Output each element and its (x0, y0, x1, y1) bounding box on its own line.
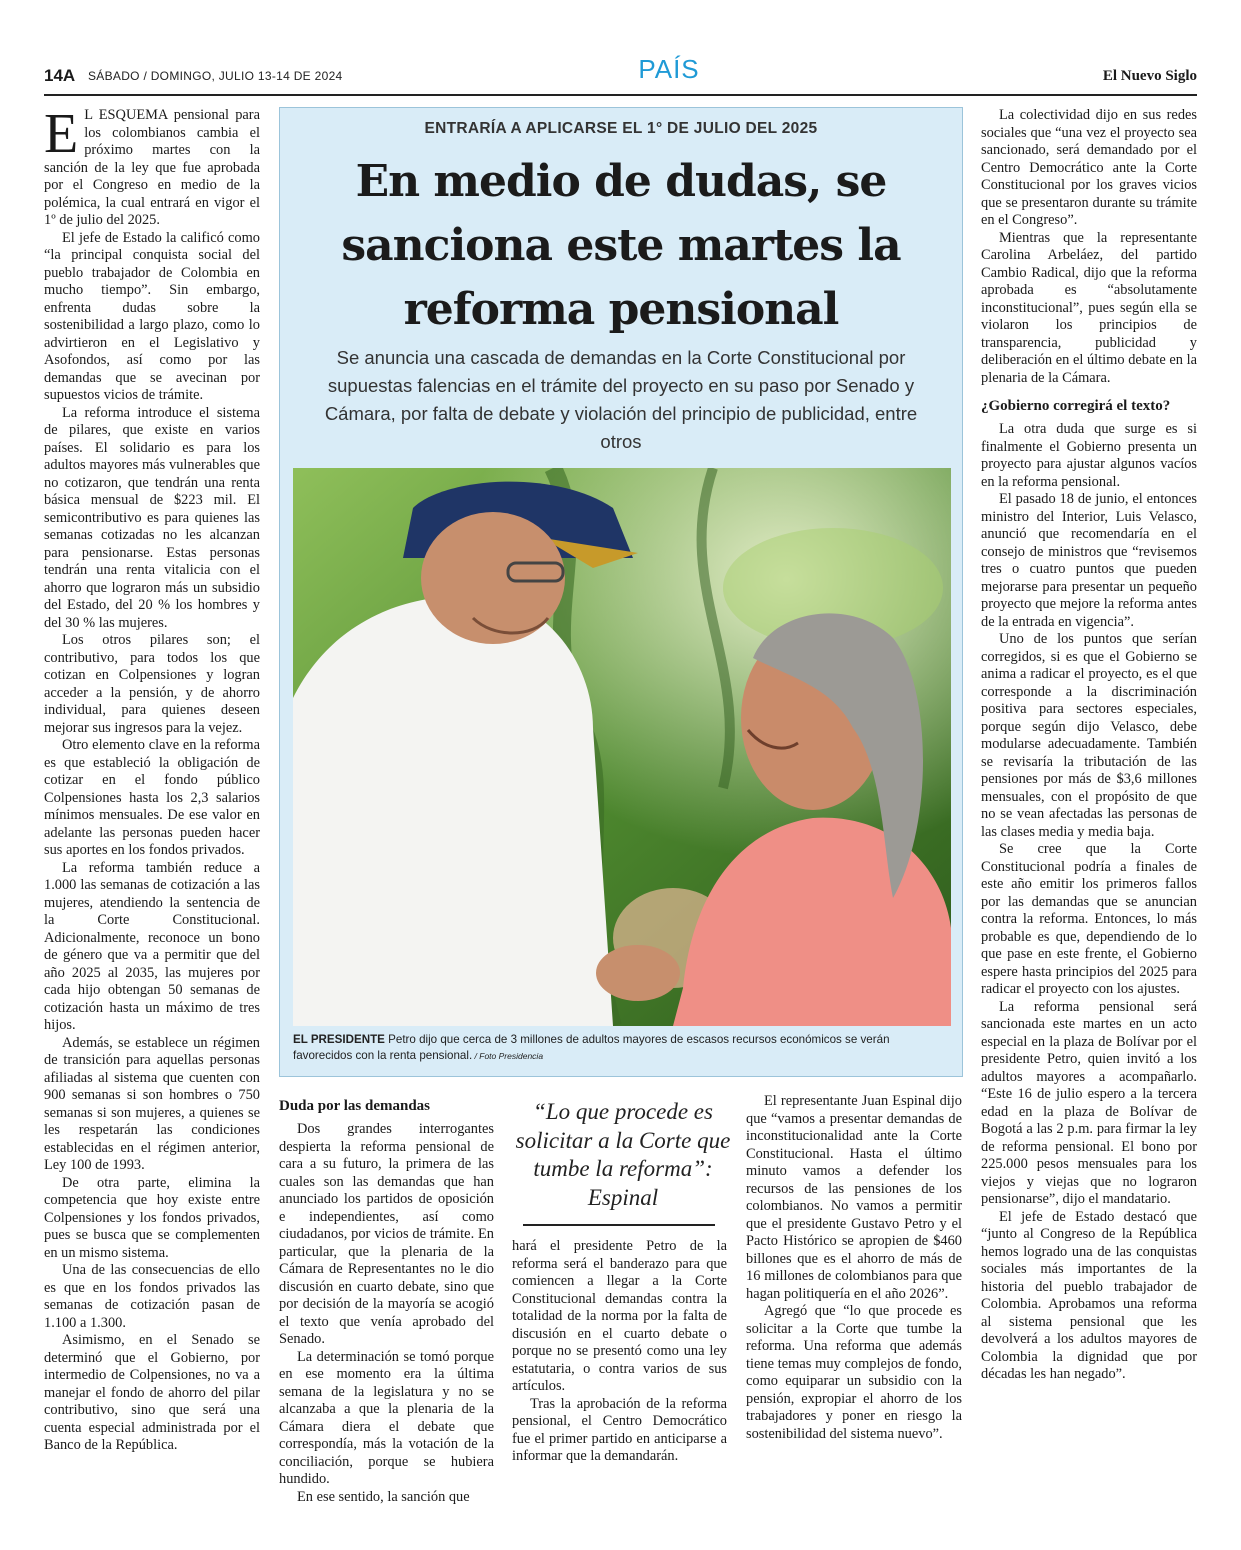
paragraph: De otra parte, elimina la competencia que hoy existe entre Colpensiones y los fondos privados, pues se busca que se complementen en un mismo sistema. (44, 1174, 260, 1261)
article-column-5 (981, 107, 1197, 1384)
paragraph: Mientras que la representante Carolina Arbeláez, del partido Cambio Radical, dijo que la reforma aprobada es “absolutamente inconstitucional”, pues según ella se violaron los principios de transparencia, publicidad y deliberación en el último debate en la plenaria de la Cámara. (981, 229, 1197, 386)
masthead-logo: El Nuevo Siglo (1102, 68, 1197, 84)
paragraph: El jefe de Estado destacó que “junto al Congreso de la República hemos logrado una de las conquistas sociales más importantes de la historia del pueblo trabajador de Colombia. Aprobamos una reforma al sistema pensional que les devolverá a los adultos mayores de Colombia la dignidad que por décadas les han negado”. (981, 1208, 1197, 1382)
page-number: 14A (44, 66, 76, 85)
photo-illustration (293, 468, 951, 1026)
paragraph: Además, se establece un régimen de transición para aquellas personas afiliadas al sistema que cuenten con 900 semanas si son hombres o 750 semanas si son mujeres, a quienes se les respetarán las condiciones establecidas en el régimen anterior, Ley 100 de 1993. (44, 1034, 260, 1173)
article-column-3 (512, 1238, 727, 1466)
paragraph: Una de las consecuencias de ello es que en los fondos privados las semanas de cotización pasan de 1.100 a 1.300. (44, 1262, 260, 1331)
feature-panel (279, 107, 963, 1077)
paragraph: El pasado 18 de junio, el entonces ministro del Interior, Luis Velasco, anunció que recomendaría en el consejo de ministros que “revisemos tres o cuatro puntos que pueden mejorarse para presentar un pequeño proyecto que mejore la reforma antes de la entrada en vigencia”. (981, 491, 1197, 630)
article-column-4 (746, 1093, 962, 1443)
headline: En medio de dudas, se sanciona este martes la reforma pensional (341, 156, 901, 335)
photo-caption: EL PRESIDENTE Petro dijo que cerca de 3 millones de adultos mayores de escasos recursos económicos se verán favorecidos con la renta pensional. / Foto Presidencia (293, 1033, 890, 1062)
page-header (44, 54, 1197, 96)
paragraph: El representante Juan Espinal dijo que “vamos a presentar demandas de inconstitucionalidad ante la Corte Constitucional. Hasta el último minuto vamos a defender los recursos de las pensiones de los colombianos. No vamos a permitir que el presidente Gustavo Petro y el Pacto Histórico se apropien de $460 billones que es el ahorro de más de 16 millones de colombianos para que hagan politiquería en el año 2026”. (746, 1093, 962, 1302)
lead-paragraph: E L ESQUEMA pensional para los colombianos cambia el próximo martes con la sanción de la ley que fue aprobada por el Congreso en medio de la polémica, la cual entrará en vigor el 1º de julio del 2025. (44, 103, 260, 228)
article-column-1 (44, 103, 260, 1455)
paragraph: Uno de los puntos que serían corregidos, si es que el Gobierno se anima a radicar el proyecto, es el que corresponde a la discriminación positiva para sectores especiales, porque según dijo Velasco, debe modularse adecuadamente. También se revisaría la tributación de las pensiones por más de $3,6 millones mensuales, con el propósito de que no se vean afectadas las personas de las clases media y media baja. (981, 631, 1197, 840)
quote-divider (523, 1224, 715, 1226)
pull-quote: “Lo que procede es solicitar a la Corte que tumbe la reforma”: Espinal (515, 1099, 731, 1210)
subhead-duda: Duda por las demandas (279, 1098, 431, 1114)
paragraph: Dos grandes interrogantes despierta la reforma pensional de cara a su futuro, la primera de las cuales son las demandas que han anunciado los partidos de oposición e independientes, así como ciudadanos, por vicios de trámite. En particular, que la plenaria de la Cámara de Representantes no le dio discusión en cuarto debate, sino que por decisión de la mayoría se acogió el texto que venía aprobado del Senado. (279, 1121, 494, 1347)
deck-subtitle: Se anuncia una cascada de demandas en la Corte Constitucional por supuestas falencias en el trámite del proyecto en su paso por Senado y Cámara, por falta de debate y violación del principio de publicidad, entre otros (324, 347, 918, 452)
issue-date: SÁBADO / DOMINGO, JULIO 13-14 DE 2024 (88, 69, 343, 83)
paragraph: La colectividad dijo en sus redes sociales que “una vez el proyecto sea sancionado, será demandado por el Centro Democrático ante la Corte Constitucional por los graves vicios que se presentaron durante su trámite en el Congreso”. (981, 107, 1197, 228)
paragraph: Tras la aprobación de la reforma pensional, el Centro Democrático fue el primer partido en anticiparse a informar que la demandarán. (512, 1395, 727, 1464)
lead-photo (293, 468, 951, 1026)
section-title: PAÍS (638, 54, 700, 84)
subhead-gobierno: ¿Gobierno corregirá el texto? (981, 398, 1171, 414)
paragraph: El jefe de Estado la calificó como “la principal conquista social del pueblo trabajador de Colombia en mucho tiempo”. Sin embargo, enfrenta dudas sobre la sostenibilidad a largo plazo, como lo advirtieron en el Legislativo y Asofondos, así como por las demandas que se avecinan por supuestos vicios de trámite. (44, 229, 260, 403)
paragraph: Agregó que “lo que procede es solicitar a la Corte que tumbe la reforma. Una reforma que además tiene temas muy complejos de fondo, como equiparar un subsidio con la pensión, expropiar el ahorro de los trabajadores y poner en riesgo la sostenibilidad del sistema nuevo”. (746, 1303, 962, 1442)
drop-cap: E (44, 103, 79, 165)
paragraph: Los otros pilares son; el contributivo, para todos los que cotizan en Colpensiones y logran acceder a la pensión, y de ahorro individual, para quienes deseen mejorar sus ingresos para la vejez. (44, 632, 260, 736)
paragraph: La reforma también reduce a 1.000 las semanas de cotización a las mujeres, atendiendo la sentencia de la Corte Constitucional. Adicionalmente, reconoce un bono de género que va a permitir que del año 2025 al 2035, las mujeres por cada hijo obtengan 50 semanas de cotización hasta un máximo de tres hijos. (44, 859, 260, 1033)
photo-credit: / Foto Presidencia (472, 1051, 544, 1061)
paragraph: Otro elemento clave en la reforma es que estableció la obligación de cotizar en el fondo público Colpensiones hasta los 2,3 salarios mínimos mensuales. De ese valor en adelante las personas pueden hacer sus aportes en los fondos privados. (44, 737, 260, 858)
article-column-2 (279, 1093, 494, 1506)
paragraph: hará el presidente Petro de la reforma será el banderazo para que comiencen a llegar a la Corte Constitucional demandas contra la totalidad de la norma por la falta de discusión en el cuarto debate o porque no se presentó como una ley estatutaria, o contra varios de sus artículos. (512, 1238, 727, 1394)
kicker: ENTRARÍA A APLICARSE EL 1° DE JULIO DEL 2025 (424, 120, 818, 137)
paragraph: La determinación se tomó porque en ese momento era la última semana de la legislatura y no se alcanzaba a que la plenaria de la Cámara diera el debate que correspondía, más la votación de la conciliación, porque se hubiera hundido. (279, 1348, 494, 1487)
paragraph: Asimismo, en el Senado se determinó que el Gobierno, por intermedio de Colpensiones, no va a manejar el fondo de ahorro del pilar contributivo, sino que será una cuenta especial administrada por el Banco de la República. (44, 1332, 260, 1453)
paragraph: Se cree que la Corte Constitucional podría a finales de este año emitir los primeros fallos por las demandas que se anuncian contra la reforma. Entonces, lo más probable es que, dependiendo de lo que pase en este frente, el Gobierno espere hasta principios del 2025 para radicar el proyecto con los ajustes. (981, 841, 1197, 997)
paragraph: La otra duda que surge es si finalmente el Gobierno presenta un proyecto para ajustar algunos vacíos en la reforma pensional. (981, 421, 1197, 490)
paragraph: La reforma pensional será sancionada este martes en un acto especial en la plaza de Bolívar por el presidente Petro, quien invitó a los adultos mayores a acompañarlo. “Este 16 de julio espero a la tercera edad en la plaza de Bolívar de Bogotá a las 2 p.m. para firmar la ley de reforma pensional. El bono por 225.000 pesos mensuales para los viejos y viejas que no lograron pensionarse”, dijo el mandatario. (981, 998, 1197, 1207)
paragraph: En ese sentido, la sanción que (297, 1488, 470, 1505)
paragraph: La reforma introduce el sistema de pilares, que existe en varios países. El solidario es para los adultos mayores más vulnerables que no cotizaron, que tendrán una renta básica mensual de $223 mil. El semicontributivo es para quienes las semanas cotizadas no les alcanzan para pensionarse. Estas personas tendrán una renta vitalicia con el ahorro que lograron más un subsidio del Estado, del 20 % los hombres y del 30 % las mujeres. (44, 404, 260, 631)
